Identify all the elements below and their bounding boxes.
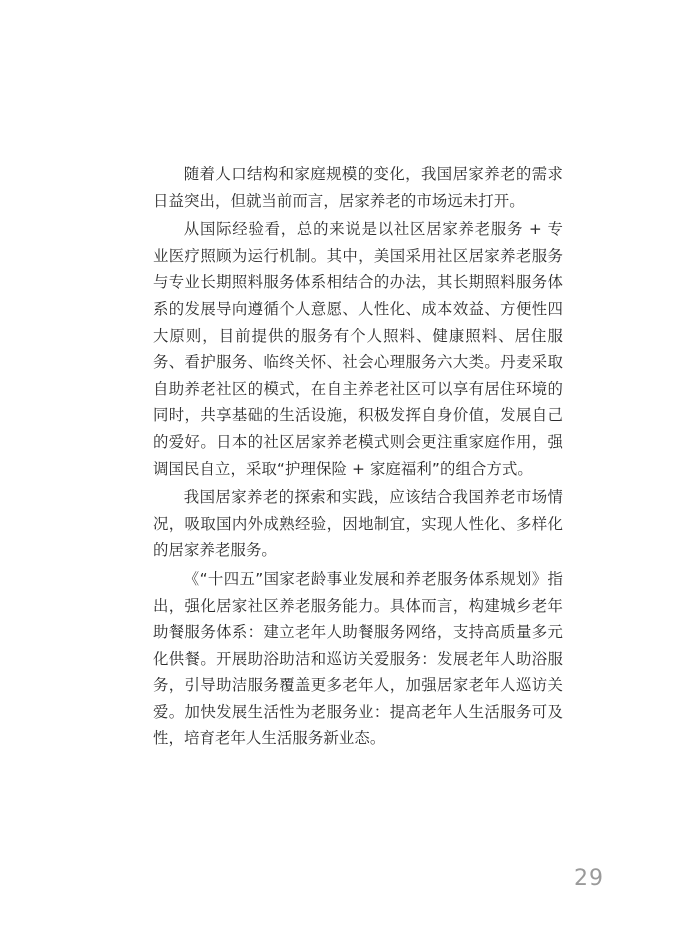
paragraph-4: 《“十四五”国家老龄事业发展和养老服务体系规划》指出，强化居家社区养老服务能力。具体而言，构建城乡老年助餐服务体系：建立老年人助餐服务网络，支持高质量多元化供餐。开展助浴助洁和巡访关爱服务：发展老年人助浴服务，引导助洁服务覆盖更多老年人，加强居家老年人巡访关爱。加快发展生活性为老服务业：提高老年人生活服务可及性，培育老年人生活服务新业态。 xyxy=(153,569,563,748)
paragraph-3: 我国居家养老的探索和实践，应该结合我国养老市场情况，吸取国内外成熟经验，因地制宜，实现人性化、多样化的居家养老服务。 xyxy=(153,488,563,560)
body-text xyxy=(153,161,563,752)
page-number: 29 xyxy=(574,866,604,891)
paragraph-2: 从国际经验看，总的来说是以社区居家养老服务 + 专业医疗照顾为运行机制。其中，美国采用社区居家养老服务与专业长期照料服务体系相结合的办法，其长期照料服务体系的发展导向遵循个人意愿、人性化、成本效益、方便性四大原则，目前提供的服务有个人照料、健康照料、居住服务、看护服务、临终关怀、社会心理服务六大类。丹麦采取自助养老社区的模式，在自主养老社区可以享有居住环境的同时，共享基础的生活设施，积极发挥自身价值，发展自己的爱好。日本的社区居家养老模式则会更注重家庭作用，强调国民自立，采取“护理保险 + 家庭福利”的组合方式。 xyxy=(153,220,563,478)
paragraph-1: 随着人口结构和家庭规模的变化，我国居家养老的需求日益突出，但就当前而言，居家养老的市场远未打开。 xyxy=(153,165,563,210)
